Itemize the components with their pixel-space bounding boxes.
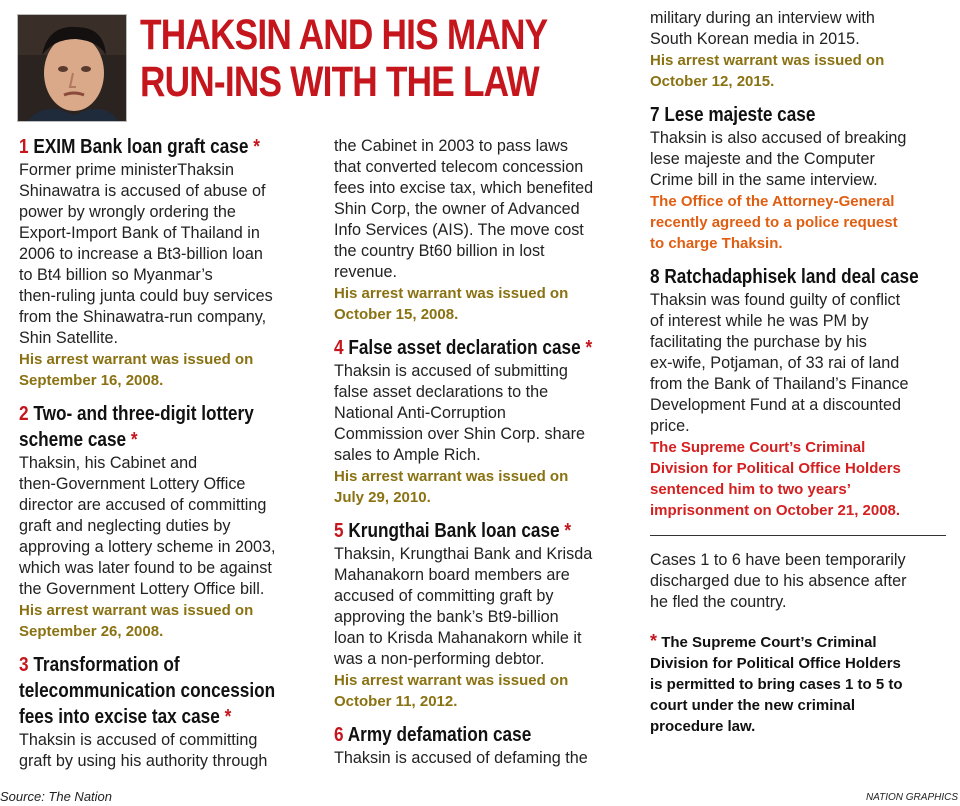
note-line: October 12, 2015.	[650, 73, 775, 90]
case-body	[650, 128, 946, 191]
case-title: False asset declaration case	[348, 337, 581, 359]
body-line: Crime bill in the same interview.	[650, 171, 878, 189]
case-number: 4	[334, 337, 344, 359]
asterisk-marker: *	[650, 631, 658, 651]
case-heading	[334, 722, 623, 748]
note-line: Division for Political Office Holders	[650, 460, 901, 477]
warrant-note	[334, 670, 624, 712]
note-line: to charge Thaksin.	[650, 235, 783, 252]
body-line: false asset declarations to the	[334, 383, 549, 401]
body-line: Thaksin is also accused of breaking	[650, 129, 907, 147]
body-line: Shin Corp, the owner of Advanced	[334, 200, 580, 218]
note-line: His arrest warrant was issued on	[334, 672, 569, 689]
case-number: 6	[334, 724, 344, 746]
case-2	[19, 401, 315, 642]
summary-line: discharged due to his absence after	[650, 572, 907, 590]
body-line: the Government Lottery Office bill.	[19, 580, 265, 598]
case-3	[19, 652, 315, 772]
footnote-line: The Supreme Court’s Criminal	[661, 634, 877, 651]
footnote-line: procedure law.	[650, 718, 756, 735]
warrant-note	[334, 283, 624, 325]
body-line: which was later found to be against	[19, 559, 272, 577]
body-line: then-ruling junta could buy services	[19, 287, 273, 305]
sentence-note	[650, 437, 946, 521]
footnote-line: Division for Political Office Holders	[650, 655, 901, 672]
summary-line: Cases 1 to 6 have been temporarily	[650, 551, 906, 569]
title-line-1: THAKSIN AND HIS MANY	[140, 11, 548, 59]
body-line: loan to Krisda Mahanakorn while it	[334, 629, 582, 647]
page-title	[140, 12, 547, 106]
body-line: to Bt4 billion so Myanmar’s	[19, 266, 213, 284]
body-line: approving a lottery scheme in 2003,	[19, 538, 276, 556]
body-line: approving the bank’s Bt9-billion	[334, 608, 559, 626]
body-line: accused of committing graft by	[334, 587, 554, 605]
summary-line: he fled the country.	[650, 593, 787, 611]
footnote-line: court under the new criminal	[650, 697, 856, 714]
case-body	[334, 361, 624, 466]
case-title: telecommunication concession	[19, 680, 276, 702]
body-line: was a non-performing debtor.	[334, 650, 545, 668]
body-line: graft by using his authority through	[19, 752, 268, 770]
asterisk-marker: *	[564, 520, 572, 542]
case-heading	[334, 335, 623, 361]
note-line: September 26, 2008.	[19, 623, 164, 640]
case-heading	[334, 518, 623, 544]
case-title: Lese majeste case	[664, 104, 816, 126]
asterisk-marker: *	[585, 337, 593, 359]
case-body	[19, 160, 315, 349]
case-number: 1	[19, 136, 29, 158]
column-2	[334, 136, 624, 779]
note-line: The Supreme Court’s Criminal	[650, 439, 866, 456]
case-title: scheme case	[19, 429, 127, 451]
body-line: power by wrongly ordering the	[19, 203, 236, 221]
note-line: October 15, 2008.	[334, 306, 459, 323]
case-title: fees into excise tax case	[19, 706, 220, 728]
footer	[0, 784, 960, 806]
body-line: Shin Satellite.	[19, 329, 118, 347]
body-line: that converted telecom concession	[334, 158, 584, 176]
case-heading	[650, 264, 945, 290]
case-title: EXIM Bank loan graft case	[33, 136, 249, 158]
case-title: Krungthai Bank loan case	[348, 520, 560, 542]
case-title: Army defamation case	[347, 724, 532, 746]
case-title: Two- and three-digit lottery	[33, 403, 254, 425]
asterisk-marker: *	[224, 706, 232, 728]
case-body	[650, 8, 946, 50]
body-line: Thaksin is accused of committing	[19, 731, 258, 749]
note-line: His arrest warrant was issued on	[19, 602, 254, 619]
warrant-note	[650, 50, 946, 92]
note-line: His arrest warrant was issued on	[19, 351, 254, 368]
portrait-image	[18, 15, 126, 121]
case-heading	[19, 134, 314, 160]
body-line: sales to Ample Rich.	[334, 446, 481, 464]
divider	[650, 535, 946, 536]
case-6	[334, 722, 624, 769]
title-line-2: RUN-INS WITH THE LAW	[140, 58, 539, 106]
case-heading	[19, 652, 314, 730]
note-line: His arrest warrant was issued on	[650, 52, 885, 69]
body-line: Thaksin was found guilty of conflict	[650, 291, 901, 309]
body-line: ex-wife, Potjaman, of 33 rai of land	[650, 354, 900, 372]
note-line: His arrest warrant was issued on	[334, 468, 569, 485]
body-line: Export-Import Bank of Thailand in	[19, 224, 260, 242]
body-line: Shinawatra is accused of abuse of	[19, 182, 266, 200]
case-heading	[19, 401, 314, 453]
body-line: then-Government Lottery Office	[19, 475, 246, 493]
body-line: 2006 to increase a Bt3-billion loan	[19, 245, 263, 263]
graphics-credit: NATION GRAPHICS	[865, 792, 958, 803]
body-line: National Anti-Corruption	[334, 404, 506, 422]
asterisk-marker: *	[130, 429, 138, 451]
note-line: His arrest warrant was issued on	[334, 285, 569, 302]
case-body	[19, 730, 315, 772]
column-1	[19, 134, 315, 782]
case-6-continued	[650, 8, 946, 92]
body-line: Thaksin, his Cabinet and	[19, 454, 198, 472]
note-line: The Office of the Attorney-General	[650, 193, 895, 210]
case-heading	[650, 102, 945, 128]
body-line: lese majeste and the Computer	[650, 150, 875, 168]
thaksin-photo	[17, 14, 127, 122]
case-body	[19, 453, 315, 600]
warrant-note	[19, 600, 315, 642]
body-line: Commission over Shin Corp. share	[334, 425, 586, 443]
column-3	[650, 8, 946, 737]
body-line: Thaksin is accused of defaming the	[334, 749, 588, 767]
case-number: 5	[334, 520, 344, 542]
body-line: from the Shinawatra-run company,	[19, 308, 267, 326]
case-3-continued	[334, 136, 624, 325]
body-line: Thaksin is accused of submitting	[334, 362, 568, 380]
note-line: July 29, 2010.	[334, 489, 431, 506]
note-line: sentenced him to two years’	[650, 481, 851, 498]
case-5	[334, 518, 624, 712]
body-line: Mahanakorn board members are	[334, 566, 570, 584]
body-line: fees into excise tax, which benefited	[334, 179, 594, 197]
case-4	[334, 335, 624, 508]
case-title: Ratchadaphisek land deal case	[664, 266, 919, 288]
body-line: revenue.	[334, 263, 397, 281]
case-number: 3	[19, 654, 29, 676]
source-credit: Source: The Nation	[0, 789, 113, 804]
asterisk-marker: *	[253, 136, 260, 158]
case-body	[334, 136, 624, 283]
body-line: graft and neglecting duties by	[19, 517, 231, 535]
attorney-general-note	[650, 191, 946, 254]
case-7	[650, 102, 946, 254]
summary-text	[650, 550, 946, 613]
body-line: from the Bank of Thailand’s Finance	[650, 375, 909, 393]
case-body	[334, 748, 624, 769]
case-number: 2	[19, 403, 29, 425]
note-line: September 16, 2008.	[19, 372, 164, 389]
case-body	[334, 544, 624, 670]
footnote	[650, 631, 946, 737]
body-line: the Cabinet in 2003 to pass laws	[334, 137, 568, 155]
footnote-line: is permitted to bring cases 1 to 5 to	[650, 676, 903, 693]
body-line: facilitating the purchase by his	[650, 333, 867, 351]
case-number: 7	[650, 104, 660, 126]
body-line: South Korean media in 2015.	[650, 30, 860, 48]
body-line: price.	[650, 417, 690, 435]
warrant-note	[334, 466, 624, 508]
case-body	[650, 290, 946, 437]
case-1	[19, 134, 315, 391]
case-title: Transformation of	[33, 654, 180, 676]
case-number: 8	[650, 266, 660, 288]
case-8	[650, 264, 946, 521]
body-line: director are accused of committing	[19, 496, 267, 514]
body-line: the country Bt60 billion in lost	[334, 242, 545, 260]
body-line: military during an interview with	[650, 9, 875, 27]
body-line: Info Services (AIS). The move cost	[334, 221, 584, 239]
body-line: Thaksin, Krungthai Bank and Krisda	[334, 545, 593, 563]
note-line: October 11, 2012.	[334, 693, 458, 710]
note-line: recently agreed to a police request	[650, 214, 898, 231]
body-line: Development Fund at a discounted	[650, 396, 902, 414]
body-line: of interest while he was PM by	[650, 312, 869, 330]
note-line: imprisonment on October 21, 2008.	[650, 502, 901, 519]
warrant-note	[19, 349, 315, 391]
body-line: Former prime ministerThaksin	[19, 161, 234, 179]
